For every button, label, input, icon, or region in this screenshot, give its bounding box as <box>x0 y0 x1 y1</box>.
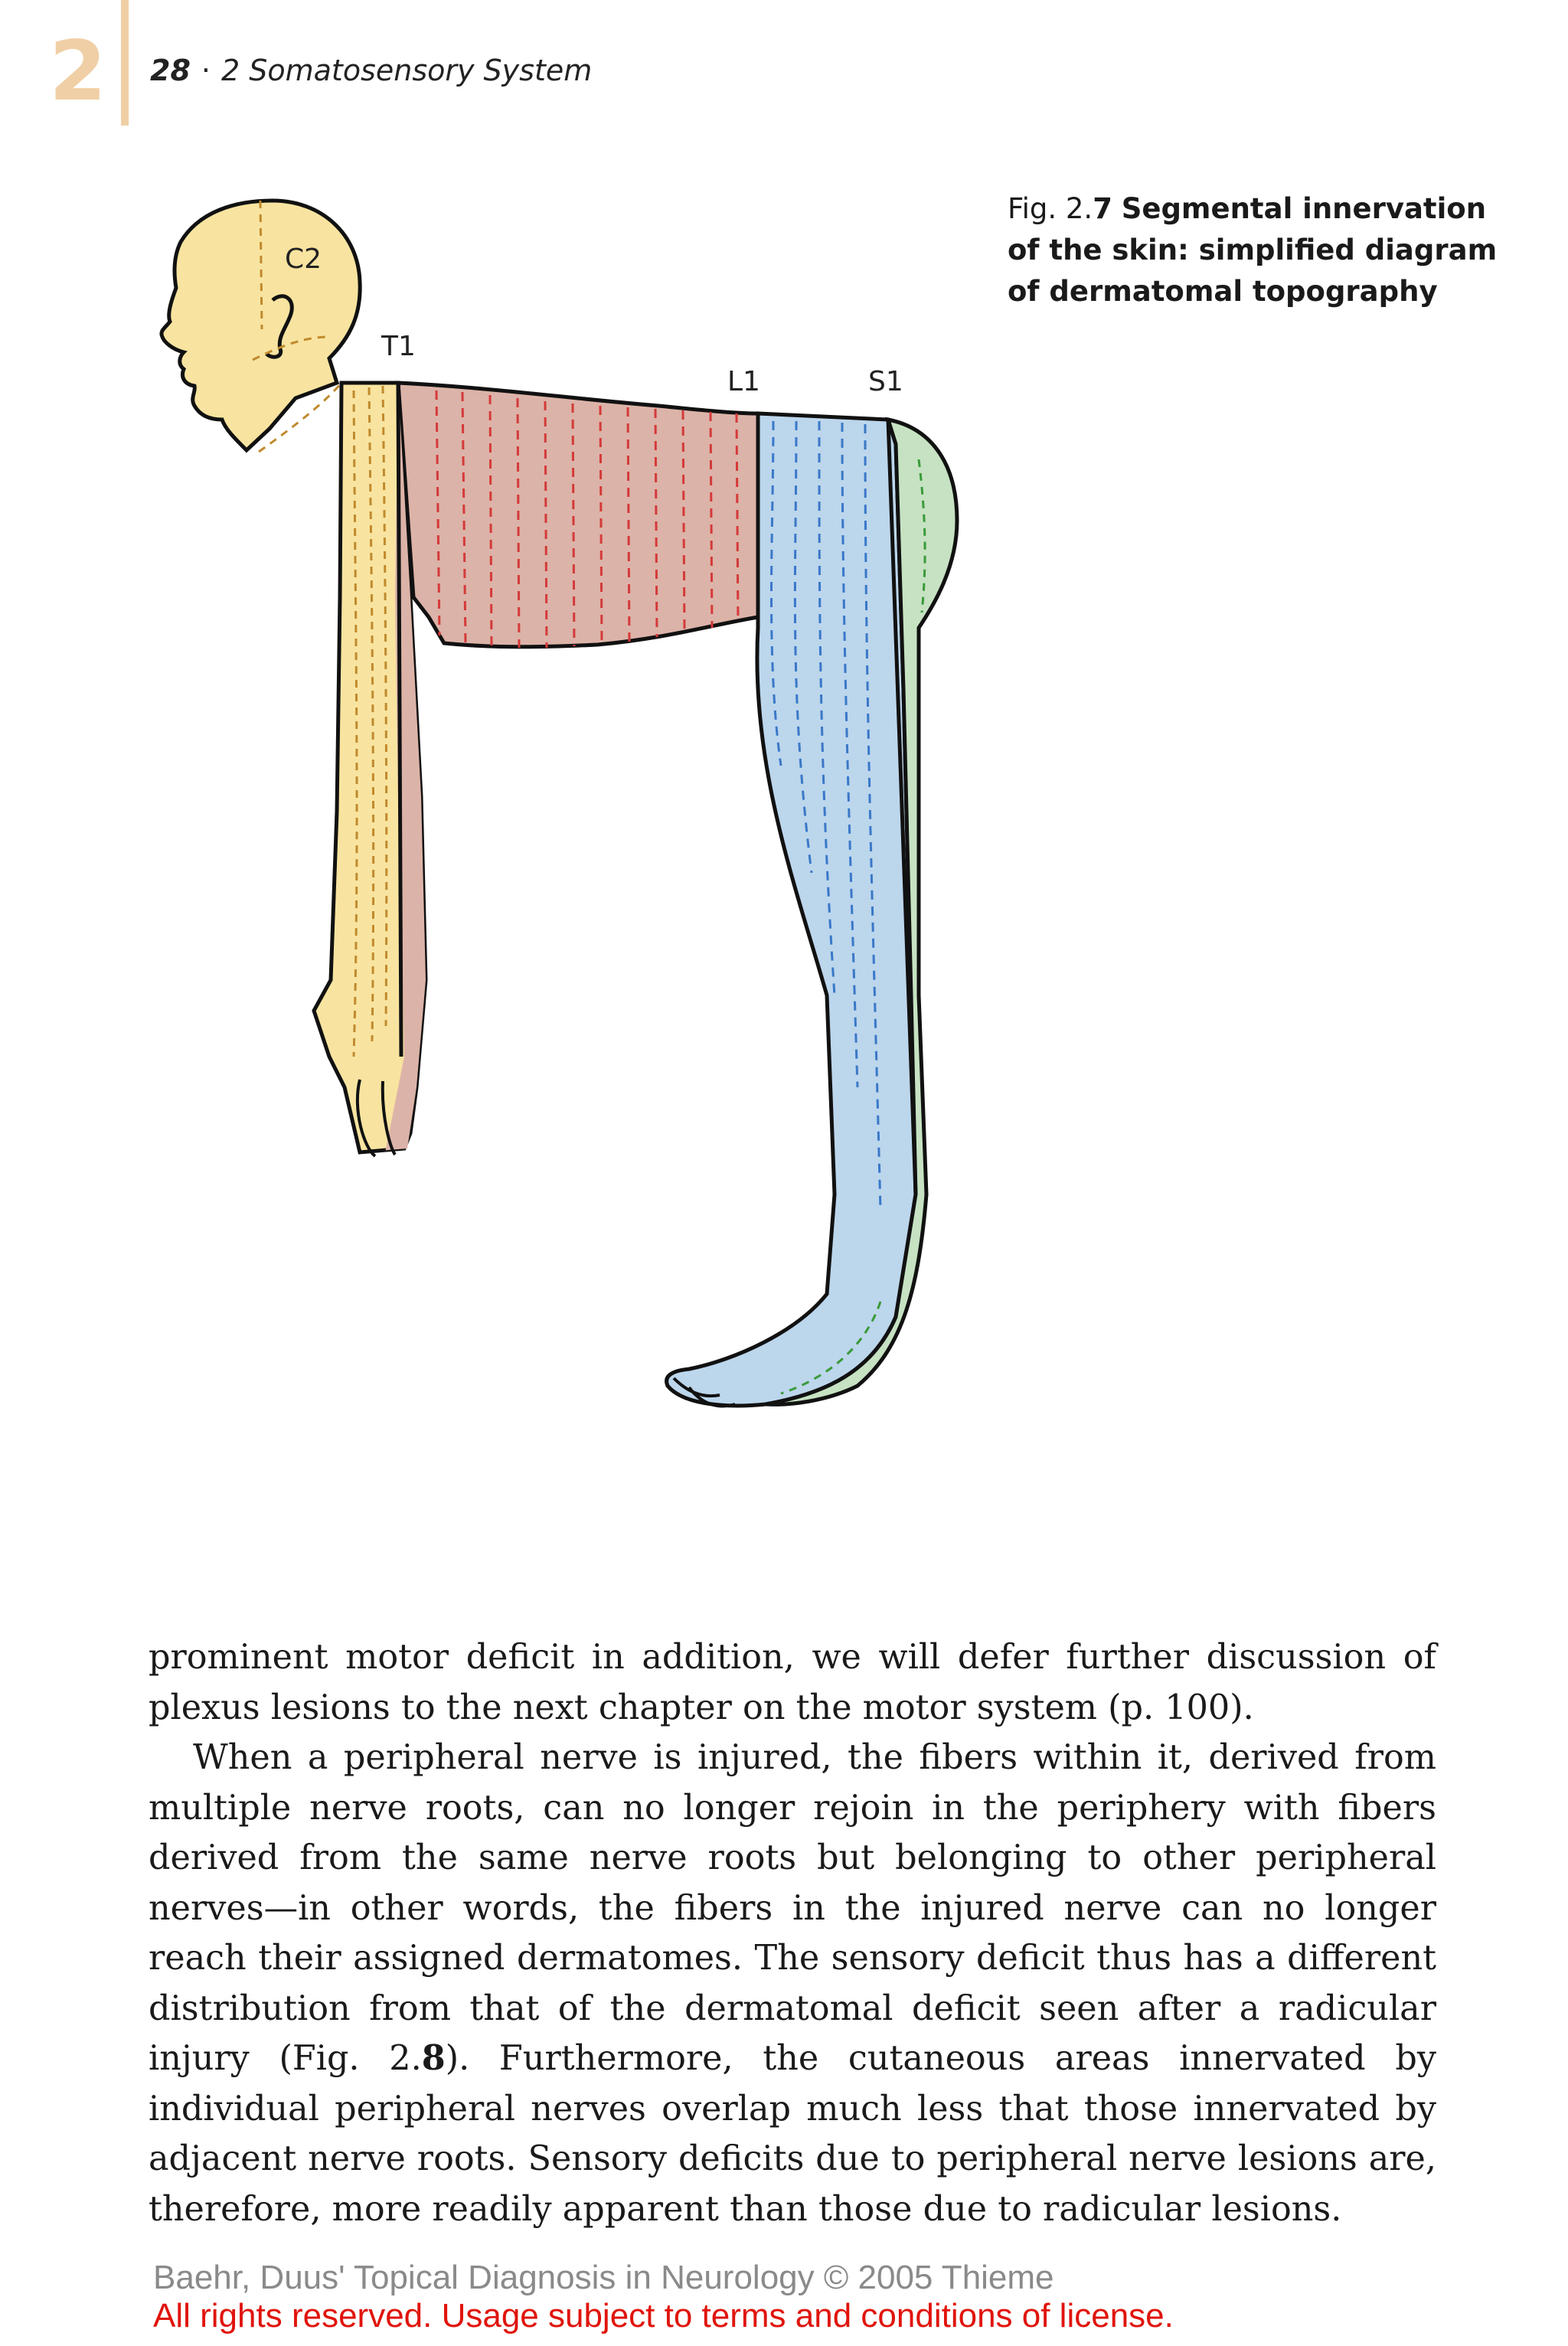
label-s1: S1 <box>868 366 903 397</box>
caption-title: Segmental innervation of the skin: simplified diagram of dermatomal topography <box>1008 192 1498 308</box>
chapter-number: 2 <box>49 24 107 119</box>
caption-number: 7 <box>1093 192 1112 225</box>
paragraph-2 <box>149 1733 1436 2234</box>
torso-region <box>398 383 758 647</box>
page-number: 28 <box>150 54 191 87</box>
section-title: 2 Somatosensory System <box>220 54 593 87</box>
header-separator: · <box>201 54 211 87</box>
caption-prefix: Fig. 2. <box>1008 192 1093 225</box>
copyright-footer <box>153 2259 1174 2335</box>
label-c2: C2 <box>285 243 322 275</box>
figure-reference: 8 <box>421 2038 446 2078</box>
body-text <box>149 1632 1436 2234</box>
copyright-line: Baehr, Duus' Topical Diagnosis in Neurology © 2005 Thieme <box>153 2259 1054 2296</box>
paragraph-1: prominent motor deficit in addition, we will defer further discussion of plexus lesions to the next chapter on the motor system (p. 100). <box>149 1638 1436 1727</box>
license-line: All rights reserved. Usage subject to terms and conditions of license. <box>153 2297 1174 2335</box>
paragraph-2-part-a: When a peripheral nerve is injured, the fibers within it, derived from multiple nerve roots, can no longer rejoin in the periphery with fibers derived from the same nerve roots but belonging to other peripheral nerves—in other words, the fibers in the injured nerve can no longer reach their assigned dermatomes. The sensory deficit thus has a different distribution from that of the dermatomal deficit seen after a radicular injury (Fig. 2. <box>149 1738 1436 2078</box>
paragraph-2-part-b: ). Furthermore, the cutaneous areas innervated by individual peripheral nerves overlap much less that those innervated by adjacent nerve roots. Sensory deficits due to peripheral nerve lesions are, therefore, more readily apparent than those due to radicular lesions. <box>149 2039 1436 2229</box>
label-t1: T1 <box>381 331 416 362</box>
label-l1: L1 <box>727 366 760 397</box>
figure-caption <box>1008 188 1498 312</box>
